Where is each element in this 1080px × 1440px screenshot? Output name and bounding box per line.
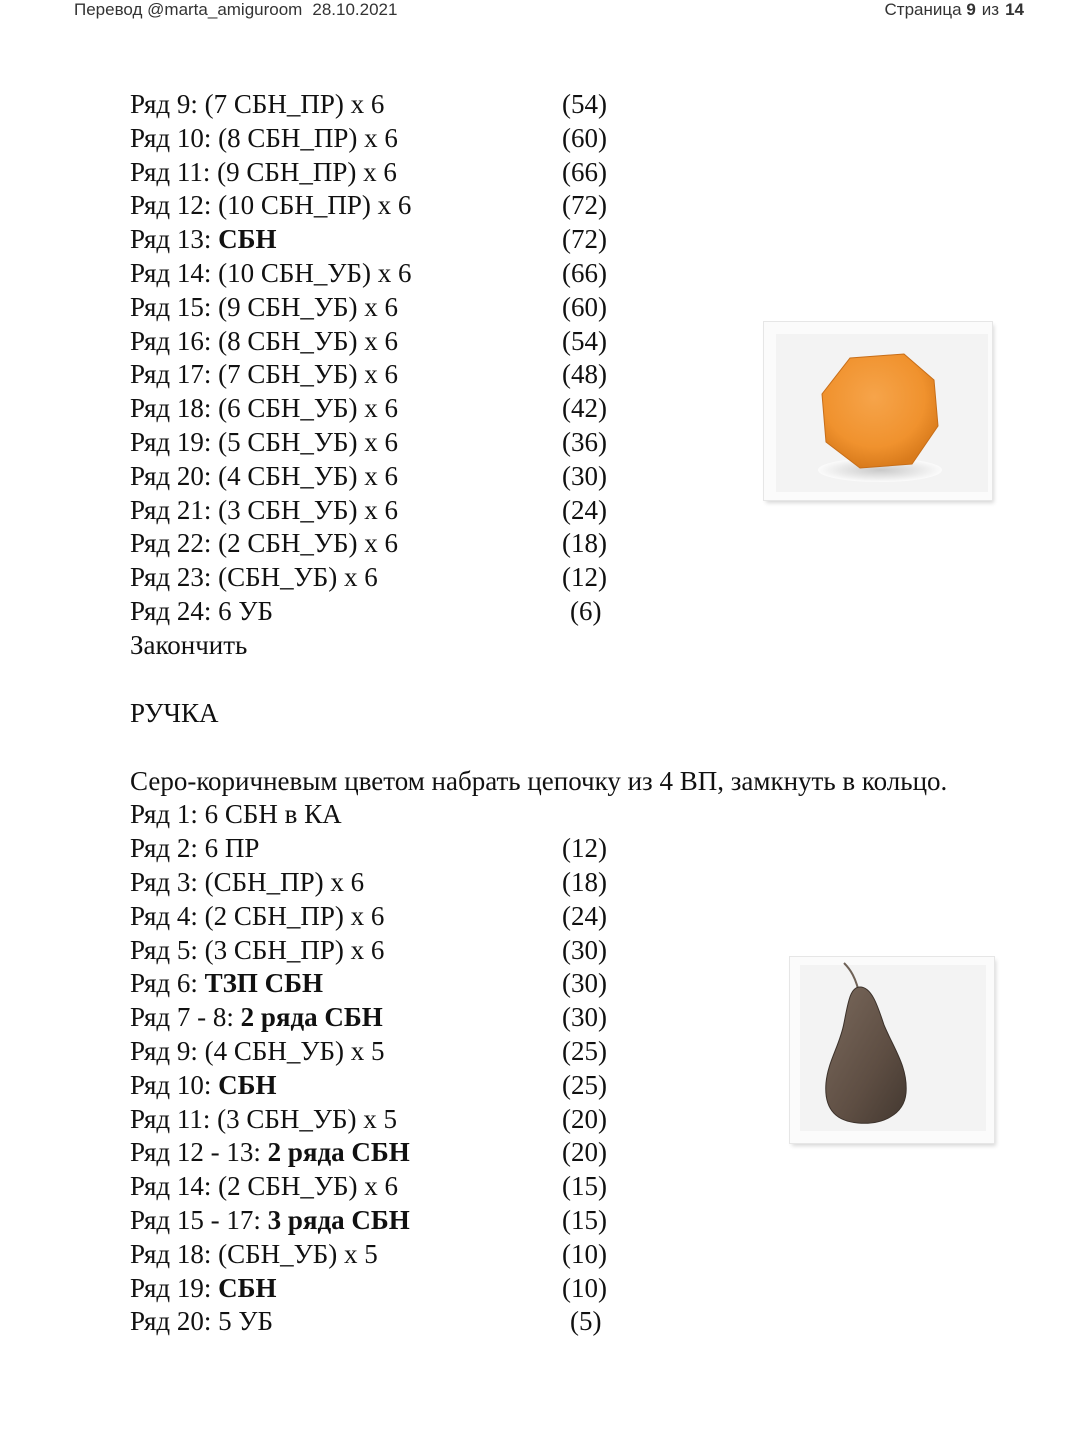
- row-number: Ряд 14:: [130, 1171, 219, 1202]
- row-number: Ряд 9:: [130, 89, 205, 119]
- row-label: [130, 832, 259, 866]
- stitch-count: (25): [562, 1069, 607, 1100]
- row-number: Ряд 11:: [130, 156, 218, 187]
- row-label: [130, 189, 411, 223]
- row-number: Ряд 19:: [130, 1272, 219, 1303]
- row-number: Ряд 21:: [130, 494, 219, 525]
- stitch-count: (6): [570, 595, 602, 626]
- row-label: [130, 1035, 385, 1069]
- handle-photo: [790, 957, 994, 1143]
- pattern-row: [130, 189, 950, 223]
- row-instruction: (4 СБН_УБ) х 5: [204, 1035, 385, 1066]
- finish-text: Закончить: [130, 629, 248, 660]
- row-label: [130, 1103, 397, 1137]
- row-label: [130, 494, 398, 528]
- stitch-count: (12): [562, 562, 607, 593]
- stitch-count: (15): [562, 1171, 607, 1202]
- handle-section-title: РУЧКА: [130, 697, 219, 728]
- pattern-row: [130, 223, 950, 257]
- pattern-row: [130, 900, 950, 934]
- stitch-count: (60): [562, 122, 607, 153]
- row-number: Ряд 15 - 17:: [130, 1204, 268, 1235]
- row-label: [130, 967, 323, 1001]
- stitch-count: (60): [562, 291, 607, 322]
- row-label: [130, 291, 398, 325]
- row-label: [130, 1136, 410, 1170]
- document-body: [130, 88, 950, 1339]
- pattern-row: [130, 832, 950, 866]
- page-current: 9: [966, 0, 976, 19]
- row-number: Ряд 10:: [130, 1069, 219, 1100]
- row-label: [130, 156, 397, 190]
- row-number: Ряд 23:: [130, 562, 219, 593]
- row-label: [130, 1204, 410, 1238]
- stitch-count: (24): [562, 900, 607, 931]
- row-label: [130, 900, 384, 934]
- row-instruction: (СБН_УБ) х 6: [218, 562, 378, 593]
- row-label: [130, 426, 398, 460]
- row-number: Ряд 17:: [130, 359, 219, 390]
- orange-ball: [822, 354, 938, 468]
- row-number: Ряд 20:: [130, 1306, 219, 1337]
- row-label: [130, 325, 398, 359]
- pattern-row: [130, 561, 950, 595]
- pattern-row: [130, 595, 950, 629]
- row-label: [130, 527, 398, 561]
- row-instruction: (9 СБН_УБ) х 6: [218, 291, 399, 322]
- row-number: Ряд 6:: [130, 968, 205, 999]
- row-number: Ряд 5:: [130, 934, 205, 965]
- row-number: Ряд 10:: [130, 122, 219, 153]
- row-label: [130, 1069, 277, 1103]
- row-instruction-bold: СБН: [218, 224, 277, 255]
- stitch-count: (66): [562, 156, 607, 187]
- row-number: Ряд 24:: [130, 595, 219, 626]
- row-label: [130, 1272, 277, 1306]
- row-label: [130, 595, 273, 629]
- pattern-row: [130, 291, 950, 325]
- stitch-count: (30): [562, 1002, 607, 1033]
- row-number: Ряд 18:: [130, 393, 219, 424]
- row-number: Ряд 22:: [130, 528, 219, 559]
- stitch-count: (48): [562, 359, 607, 390]
- row-number: Ряд 16:: [130, 325, 219, 356]
- row-number: Ряд 4:: [130, 900, 205, 931]
- header-left: [74, 0, 407, 20]
- row-label: [130, 223, 277, 257]
- pattern-row: [130, 798, 950, 832]
- row-number: Ряд 15:: [130, 291, 219, 322]
- row-instruction: 6 ПР: [204, 833, 260, 864]
- row-number: Ряд 2:: [130, 833, 205, 864]
- row-number: Ряд 12:: [130, 190, 219, 221]
- row-number: Ряд 18:: [130, 1238, 219, 1269]
- row-instruction: (7 СБН_УБ) х 6: [218, 359, 399, 390]
- stitch-count: (12): [562, 833, 607, 864]
- stitch-count: (72): [562, 224, 607, 255]
- row-label: [130, 460, 398, 494]
- pattern-row: [130, 1170, 950, 1204]
- translation-date: 28.10.2021: [312, 0, 398, 19]
- pattern-row: [130, 866, 950, 900]
- stitch-count: (30): [562, 968, 607, 999]
- pattern-row: [130, 122, 950, 156]
- stitch-count: (10): [562, 1238, 607, 1269]
- stitch-count: (10): [562, 1272, 607, 1303]
- stitch-count: (30): [562, 934, 607, 965]
- stitch-count: (24): [562, 494, 607, 525]
- stitch-count: (18): [562, 528, 607, 559]
- page-of: из: [981, 0, 1000, 19]
- row-instruction: (8 СБН_УБ) х 6: [218, 325, 399, 356]
- stitch-count: (20): [562, 1137, 607, 1168]
- row-instruction: (10 СБН_УБ) х 6: [218, 257, 412, 288]
- row-label: [130, 1238, 378, 1272]
- stitch-count: (18): [562, 866, 607, 897]
- orange-ball-photo: [764, 322, 992, 500]
- row-instruction-bold: 3 ряда СБН: [267, 1204, 410, 1235]
- pattern-row: [130, 527, 950, 561]
- stitch-count: (72): [562, 190, 607, 221]
- row-label: [130, 934, 384, 968]
- row-number: Ряд 11:: [130, 1103, 218, 1134]
- handle-intro: Серо-коричневым цветом набрать цепочку из 4 ВП, замкнуть в кольцо.: [130, 766, 948, 797]
- row-instruction: (3 СБН_УБ) х 6: [218, 494, 399, 525]
- row-number: Ряд 7 - 8:: [130, 1002, 241, 1033]
- translator-credit: Перевод @marta_amiguroom: [74, 0, 303, 19]
- page-total: 14: [1005, 0, 1024, 19]
- row-label: [130, 1001, 383, 1035]
- row-number: Ряд 9:: [130, 1035, 205, 1066]
- stitch-count: (30): [562, 460, 607, 491]
- row-label: [130, 866, 364, 900]
- row-label: [130, 88, 384, 122]
- row-instruction: (СБН_ПР) х 6: [204, 866, 365, 897]
- row-number: Ряд 12 - 13:: [130, 1137, 268, 1168]
- row-instruction: (6 СБН_УБ) х 6: [218, 393, 399, 424]
- row-instruction: (СБН_УБ) х 5: [218, 1238, 378, 1269]
- row-instruction-bold: 2 ряда СБН: [267, 1137, 410, 1168]
- pattern-row: [130, 1238, 950, 1272]
- row-instruction: (9 СБН_ПР) х 6: [217, 156, 397, 187]
- pattern-row: [130, 156, 950, 190]
- pattern-row: [130, 257, 950, 291]
- row-instruction: (5 СБН_УБ) х 6: [218, 426, 399, 457]
- row-label: [130, 1170, 398, 1204]
- row-instruction-bold: СБН: [218, 1272, 277, 1303]
- row-label: [130, 561, 378, 595]
- page-number: [885, 0, 1024, 20]
- row-number: Ряд 13:: [130, 224, 219, 255]
- row-instruction: (8 СБН_ПР) х 6: [218, 122, 398, 153]
- row-instruction: 6 СБН в КА: [204, 799, 342, 830]
- row-instruction: (2 СБН_УБ) х 6: [218, 528, 399, 559]
- stitch-count: (42): [562, 393, 607, 424]
- row-label: [130, 257, 412, 291]
- row-number: Ряд 3:: [130, 866, 205, 897]
- row-instruction: (2 СБН_УБ) х 6: [218, 1171, 399, 1202]
- pattern-row: [130, 1305, 950, 1339]
- row-number: Ряд 1:: [130, 799, 205, 830]
- stitch-count: (36): [562, 426, 607, 457]
- row-number: Ряд 14:: [130, 257, 219, 288]
- stitch-count: (66): [562, 257, 607, 288]
- pattern-row: [130, 1272, 950, 1306]
- row-label: [130, 358, 398, 392]
- row-instruction: (4 СБН_УБ) х 6: [218, 460, 399, 491]
- row-instruction-bold: ТЗП СБН: [204, 968, 324, 999]
- pattern-row: [130, 88, 950, 122]
- row-label: [130, 1305, 273, 1339]
- stitch-count: (15): [562, 1204, 607, 1235]
- row-number: Ряд 19:: [130, 426, 219, 457]
- stitch-count: (5): [570, 1306, 602, 1337]
- stitch-count: (20): [562, 1103, 607, 1134]
- pattern-row: [130, 1204, 950, 1238]
- row-instruction: (3 СБН_УБ) х 5: [217, 1103, 398, 1134]
- row-instruction: 6 УБ: [218, 595, 274, 626]
- row-instruction: (3 СБН_ПР) х 6: [204, 934, 385, 965]
- row-instruction-bold: СБН: [218, 1069, 277, 1100]
- stitch-count: (54): [562, 325, 607, 356]
- row-instruction: (7 СБН_ПР) х 6: [204, 89, 385, 119]
- row-number: Ряд 20:: [130, 460, 219, 491]
- page-prefix: Страница: [884, 0, 962, 19]
- row-label: [130, 798, 342, 832]
- stitch-count: (54): [562, 89, 607, 119]
- row-instruction: (10 СБН_ПР) х 6: [218, 190, 412, 221]
- row-instruction: 5 УБ: [218, 1306, 274, 1337]
- row-instruction-bold: 2 ряда СБН: [240, 1002, 383, 1033]
- page-header: [0, 0, 1080, 26]
- row-instruction: (2 СБН_ПР) х 6: [204, 900, 385, 931]
- row-label: [130, 392, 398, 426]
- stitch-count: (25): [562, 1035, 607, 1066]
- row-label: [130, 122, 398, 156]
